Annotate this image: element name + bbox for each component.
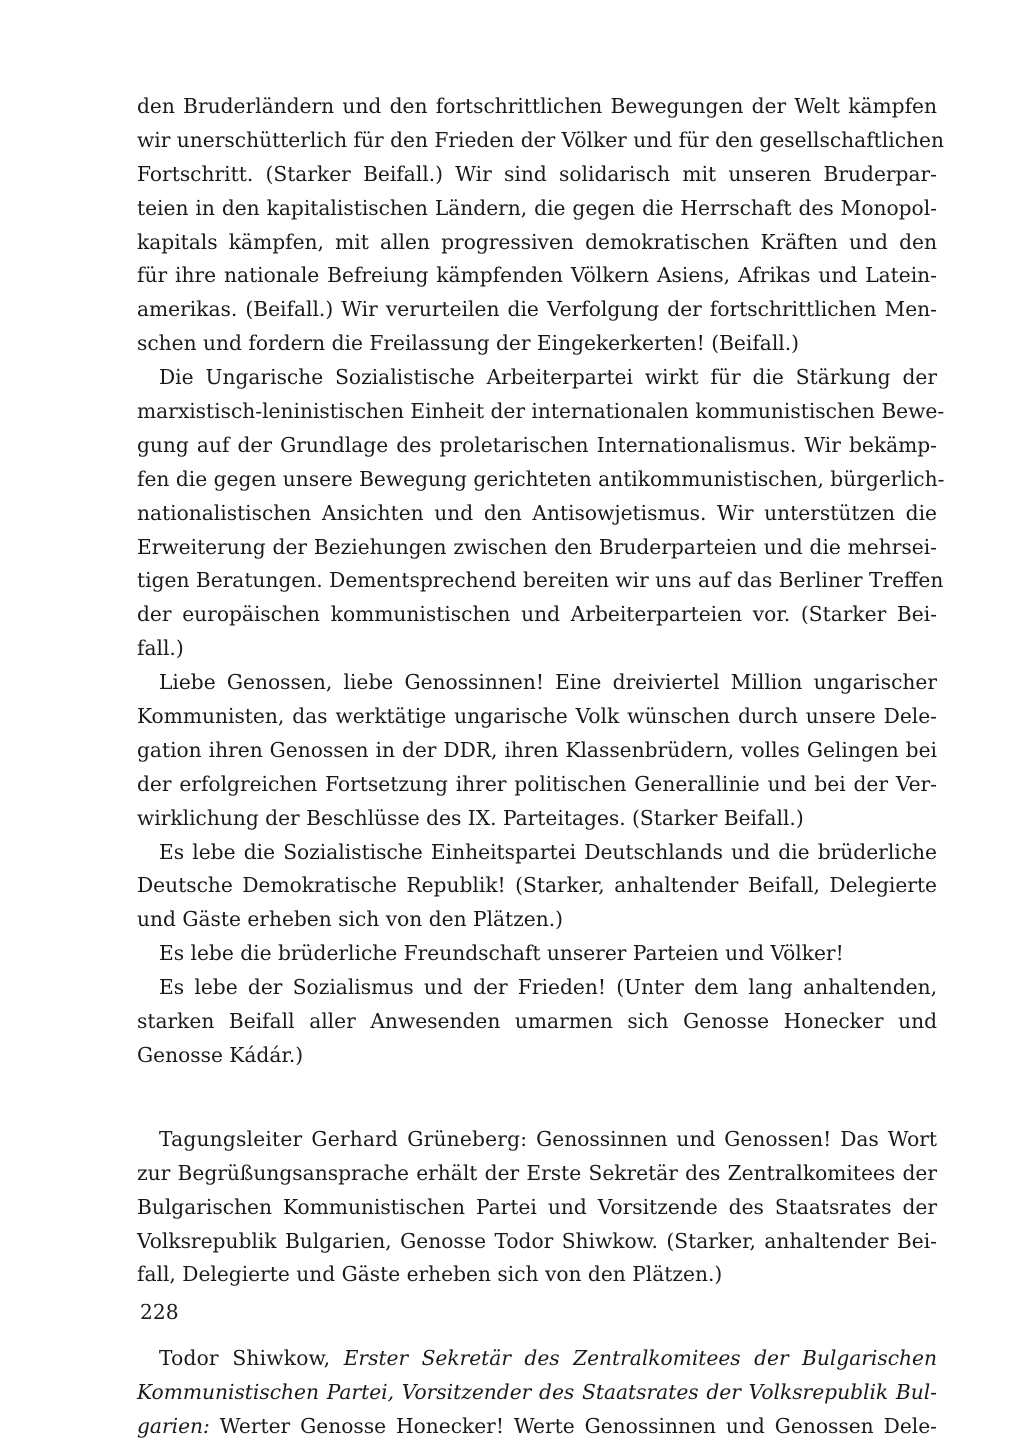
speaker-role: garien:: [137, 1414, 210, 1439]
speaker-role-line: [137, 1376, 937, 1410]
text-line: Genosse Kádár.): [137, 1042, 304, 1067]
text-line: starken Beifall aller Anwesenden umarmen sich Genosse Honecker und: [137, 1009, 937, 1034]
paragraph-start-line: Es lebe die brüderliche Freundschaft unserer Parteien und Völker!: [159, 941, 844, 966]
text-line: fall, Delegierte und Gäste erheben sich von den Plätzen.): [137, 1262, 723, 1287]
text-line: Bulgarischen Kommunistischen Partei und Vorsitzende des Staatsrates der: [137, 1194, 937, 1219]
text-line: gation ihren Genossen in der DDR, ihren Klassenbrüdern, volles Gelingen bei: [137, 737, 937, 762]
text-line: Deutsche Demokratische Republik! (Starker, anhaltender Beifall, Delegierte: [137, 873, 937, 898]
text-line: schen und fordern die Freilassung der Eingekerkerten! (Beifall.): [137, 331, 800, 356]
text-line: gung auf der Grundlage des proletarischen Internationalismus. Wir bekämp-: [137, 432, 937, 457]
text-line: kapitals kämpfen, mit allen progressiven demokratischen Kräften und den: [137, 229, 937, 254]
text-line: der erfolgreichen Fortsetzung ihrer politischen Generallinie und bei der Ver-: [137, 771, 937, 796]
text-line: zur Begrüßungsansprache erhält der Erste Sekretär des Zentralkomitees der: [137, 1160, 937, 1185]
speaker-text: Genossinnen und Genossen! Das Wort: [527, 1126, 937, 1151]
text-line: den Bruderländern und den fortschrittlichen Bewegungen der Welt kämpfen: [137, 94, 937, 118]
paragraph-start-line: Die Ungarische Sozialistische Arbeiterpartei wirkt für die Stärkung der: [159, 365, 937, 390]
text-line: tigen Beratungen. Dementsprechend bereiten wir uns auf das Berliner Treffen: [137, 568, 944, 593]
text-line: Kommunisten, das werktätige ungarische Volk wünschen durch unsere Dele-: [137, 704, 937, 729]
page-body: [137, 90, 945, 1444]
text-line: Volksrepublik Bulgarien, Genosse Todor Shiwkow. (Starker, anhaltender Bei-: [137, 1228, 937, 1253]
text-line: und Gäste erheben sich von den Plätzen.): [137, 907, 564, 932]
speaker-role: Erster Sekretär des Zentralkomitees der Bulgarischen: [330, 1346, 938, 1371]
text-line: für ihre nationale Befreiung kämpfenden Völkern Asiens, Afrikas und Latein-: [137, 263, 937, 288]
text-line: Erweiterung der Beziehungen zwischen den Bruderparteien und die mehrsei-: [137, 534, 937, 559]
text-line: teien in den kapitalistischen Ländern, die gegen die Herrschaft des Monopol-: [137, 195, 937, 220]
speaker-line: [137, 1410, 937, 1444]
speaker-line: [137, 1123, 937, 1157]
paragraph-start-line: Es lebe der Sozialismus und der Frieden! (Unter dem lang anhaltenden,: [159, 975, 937, 1000]
text-line: wirklichung der Beschlüsse des IX. Parteitages. (Starker Beifall.): [137, 805, 804, 830]
text-line: wir unerschütterlich für den Frieden der Völker und für den gesellschaftlichen: [137, 127, 944, 152]
text-line: Fortschritt. (Starker Beifall.) Wir sind solidarisch mit unseren Bruderpar-: [137, 161, 937, 186]
paragraph-start-line: Liebe Genossen, liebe Genossinnen! Eine dreiviertel Million ungarischer: [159, 670, 937, 695]
text-line: nationalistischen Ansichten und den Antisowjetismus. Wir unterstützen die: [137, 500, 937, 525]
text-line: fen die gegen unsere Bewegung gerichteten antikommunistischen, bürgerlich-: [137, 466, 945, 491]
speaker-line: [137, 1342, 937, 1376]
speaker-role: Kommunistischen Partei, Vorsitzender des Staatsrates der Volksrepublik Bul-: [137, 1380, 937, 1405]
speaker-text: Werter Genosse Honecker! Werte Genossinnen und Genossen Dele-: [209, 1414, 937, 1439]
paragraph-start-line: Es lebe die Sozialistische Einheitspartei Deutschlands und die brüderliche: [159, 839, 937, 864]
text-line: amerikas. (Beifall.) Wir verurteilen die Verfolgung der fortschrittlichen Men-: [137, 297, 937, 322]
section-gap: [137, 1073, 937, 1123]
text-line: fall.): [137, 636, 184, 661]
section-gap: [137, 1292, 937, 1342]
page-number: 228: [140, 1300, 179, 1324]
text-line: marxistisch-leninistischen Einheit der internationalen kommunistischen Bewe-: [137, 399, 945, 424]
speaker-name: Tagungsleiter Gerhard Grüneberg:: [159, 1126, 528, 1151]
text-line: der europäischen kommunistischen und Arbeiterparteien vor. (Starker Bei-: [137, 602, 937, 627]
speaker-name: Todor Shiwkow,: [159, 1346, 331, 1371]
